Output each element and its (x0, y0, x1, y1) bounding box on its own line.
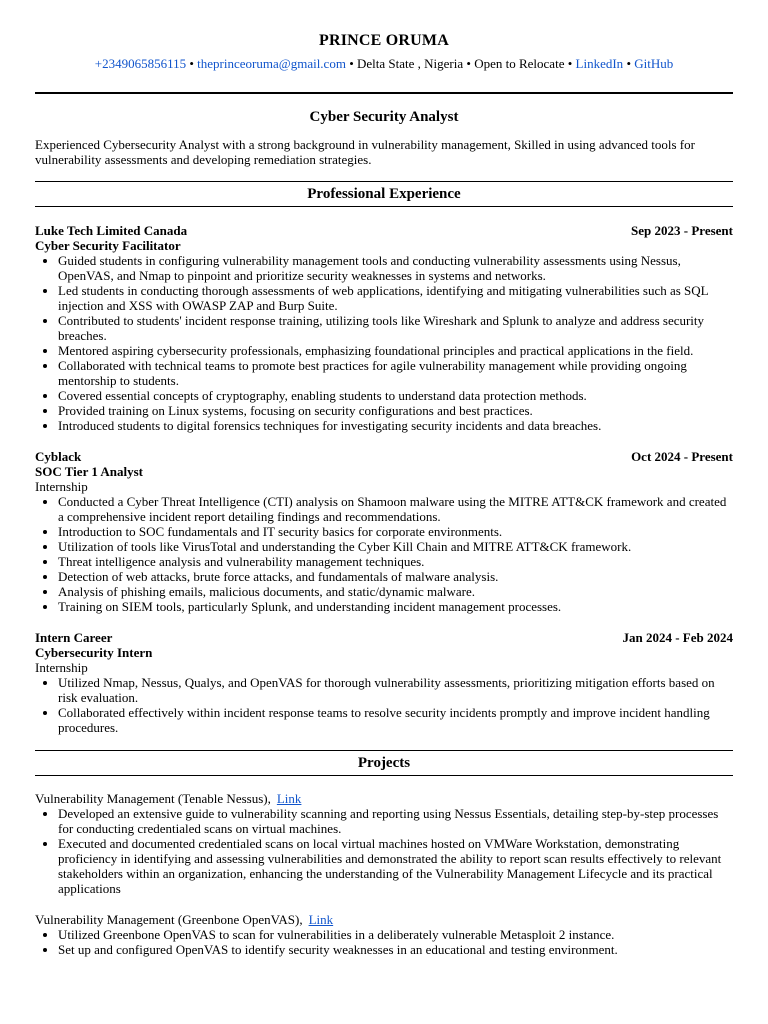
project-title-line (35, 791, 733, 806)
header-divider (35, 92, 733, 94)
experience-list (35, 223, 733, 735)
project-detail-item: • Executed and documented credentialed scans on local virtual machines hosted on VMWare Workstation, demonstrating proficiency in identifying and assessing vulnerabilities and demonstrated the ability to report scan results effectively to relevant stakeholders within an organization, enhancing the understanding of the Vulnerability Management Lifecycle and its practical applications (58, 836, 733, 896)
github-link[interactable]: GitHub (634, 56, 674, 71)
role-title: Cyber Security Facilitator (35, 238, 181, 253)
project-detail-item: • Utilized Greenbone OpenVAS to scan for vulnerabilities in a deliberately vulnerable Metasploit 2 instance. (58, 927, 733, 942)
responsibility-list (35, 494, 733, 614)
contact-line (35, 55, 733, 73)
project-link[interactable]: Link (276, 791, 302, 806)
role-title: SOC Tier 1 Analyst (35, 464, 143, 479)
project-name: Vulnerability Management (Tenable Nessus), (35, 791, 271, 806)
project-detail-item: • Set up and configured OpenVAS to identify security weaknesses in an educational and testing environment. (58, 942, 733, 957)
separator: • (463, 56, 475, 71)
linkedin-link[interactable]: LinkedIn (575, 56, 624, 71)
project-name: Vulnerability Management (Greenbone OpenVAS), (35, 912, 303, 927)
responsibility-item: • Detection of web attacks, brute force attacks, and fundamentals of malware analysis. (58, 569, 733, 584)
project-detail-list (35, 806, 733, 896)
responsibility-item: • Training on SIEM tools, particularly Splunk, and understanding incident management processes. (58, 599, 733, 614)
company-name: Intern Career (35, 630, 113, 645)
section-heading-projects: Projects (35, 750, 733, 776)
responsibility-item: • Covered essential concepts of cryptography, enabling students to understand data protection methods. (58, 388, 733, 403)
responsibility-item: • Collaborated effectively within incident response teams to resolve security incidents promptly and improve incident handling procedures. (58, 705, 733, 735)
responsibility-item: • Analysis of phishing emails, malicious documents, and static/dynamic malware. (58, 584, 733, 599)
employment-dates: Sep 2023 - Present (631, 223, 733, 238)
project-title-line (35, 912, 733, 927)
employment-type: Internship (35, 660, 88, 675)
employment-dates: Oct 2024 - Present (631, 449, 733, 464)
summary-text: Experienced Cybersecurity Analyst with a strong background in vulnerability management, Skilled in using advanced tools for vulnerability assessments and developing remediation strategies. (35, 137, 695, 167)
responsibility-item: • Threat intelligence analysis and vulnerability management techniques. (58, 554, 733, 569)
responsibility-item: • Mentored aspiring cybersecurity professionals, emphasizing foundational principles and practical applications in the field. (58, 343, 733, 358)
candidate-name: PRINCE ORUMA (319, 32, 449, 49)
experience-header (35, 630, 733, 645)
responsibility-item: • Guided students in configuring vulnerability management tools and conducting vulnerability assessments using Nessus, OpenVAS, and Nmap to pinpoint and prioritize security weaknesses in systems and networks. (58, 253, 733, 283)
separator: • (345, 56, 358, 71)
project-link[interactable]: Link (308, 912, 334, 927)
relocate-text: Open to Relocate (474, 56, 565, 71)
employment-type: Internship (35, 479, 88, 494)
separator: • (186, 56, 198, 71)
location-text: Delta State , Nigeria (357, 56, 464, 71)
responsibility-item: • Introduced students to digital forensics techniques for investigating security incidents and data breaches. (58, 418, 733, 433)
responsibility-item: • Conducted a Cyber Threat Intelligence (CTI) analysis on Shamoon malware using the MITRE ATT&CK framework and created a comprehensive incident report detailing findings and recommendations. (58, 494, 733, 524)
employment-dates: Jan 2024 - Feb 2024 (622, 630, 733, 645)
experience-header (35, 449, 733, 464)
experience-header (35, 223, 733, 238)
company-name: Cyblack (35, 449, 82, 464)
responsibility-item: • Introduction to SOC fundamentals and IT security basics for corporate environments. (58, 524, 733, 539)
section-heading-experience: Professional Experience (35, 181, 733, 207)
responsibility-list (35, 253, 733, 433)
job-title: Cyber Security Analyst (309, 109, 459, 125)
responsibility-item: • Utilization of tools like VirusTotal and understanding the Cyber Kill Chain and MITRE ATT&CK framework. (58, 539, 733, 554)
email-link[interactable]: theprinceoruma@gmail.com (197, 56, 346, 71)
project-entry (35, 791, 733, 896)
responsibility-item: • Utilized Nmap, Nessus, Qualys, and OpenVAS for thorough vulnerability assessments, prioritizing mitigation efforts based on risk evaluation. (58, 675, 733, 705)
project-entry (35, 912, 733, 957)
responsibility-item: • Provided training on Linux systems, focusing on security configurations and best practices. (58, 403, 733, 418)
responsibility-item: • Contributed to students' incident response training, utilizing tools like Wireshark and Splunk to analyze and address security breaches. (58, 313, 733, 343)
role-title: Cybersecurity Intern (35, 645, 153, 660)
project-detail-list (35, 927, 733, 957)
company-name: Luke Tech Limited Canada (35, 223, 188, 238)
responsibility-item: • Led students in conducting thorough assessments of web applications, identifying and mitigating vulnerabilities such as SQL injection and XSS with OWASP ZAP and Burp Suite. (58, 283, 733, 313)
separator: • (623, 56, 635, 71)
resume-page (35, 0, 733, 957)
projects-list (35, 791, 733, 957)
phone-link[interactable]: +2349065856115 (94, 56, 187, 71)
experience-entry (35, 630, 733, 735)
project-detail-item: • Developed an extensive guide to vulnerability scanning and reporting using Nessus Essentials, detailing step-by-step processes for conducting credentialed scans on virtual machines. (58, 806, 733, 836)
responsibility-item: • Collaborated with technical teams to promote best practices for agile vulnerability management while providing ongoing mentorship to students. (58, 358, 733, 388)
experience-entry (35, 449, 733, 614)
responsibility-list (35, 675, 733, 735)
experience-entry (35, 223, 733, 433)
separator: • (564, 56, 576, 71)
